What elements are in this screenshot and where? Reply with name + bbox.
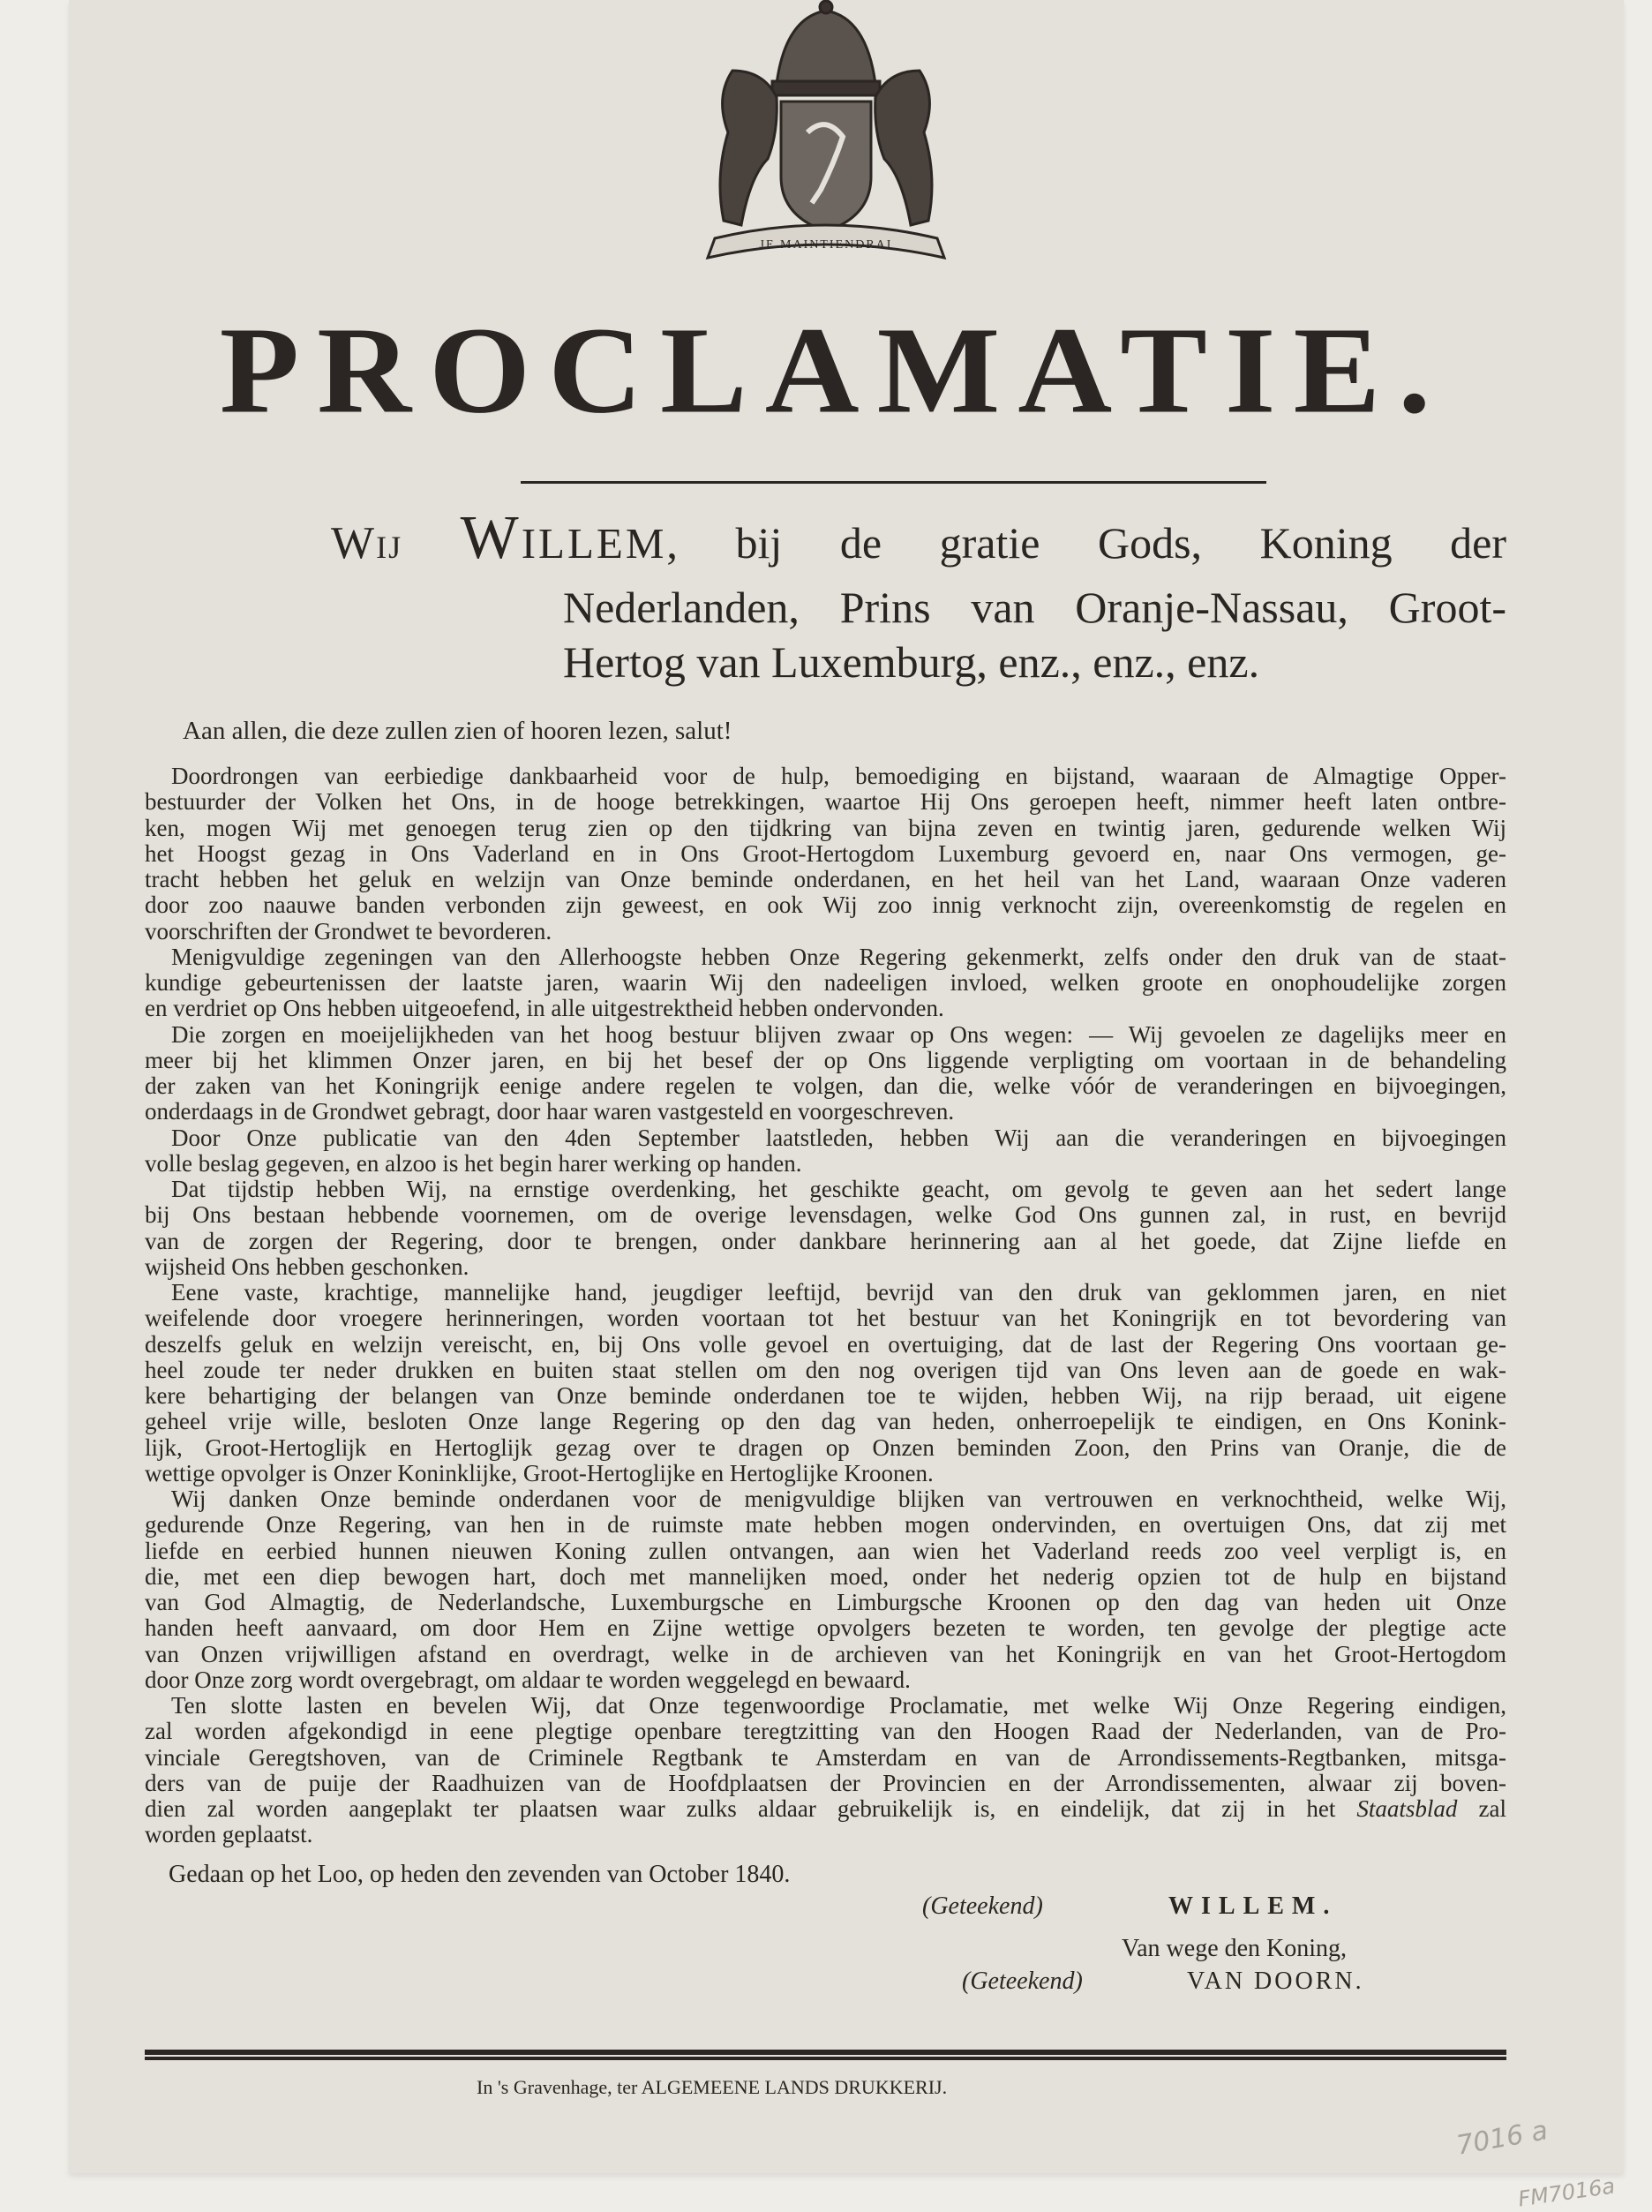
proclamation-body bbox=[145, 764, 1506, 1848]
body-line: Doordrongen van eerbiedige dankbaarheid voor de hulp, bemoediging en bijstand, waaraan de Almagtige Opper- bbox=[171, 763, 1506, 789]
body-line: worden geplaatst. bbox=[145, 1821, 313, 1848]
body-line: deszelfs geluk en welzijn vereischt, en, bij Ons volle gevoel en overtuiging, dat de last der Regering Ons voortaan ge- bbox=[145, 1330, 1506, 1358]
body-line: het Hoogst gezag in Ons Vaderland en in Ons Groot-Hertogdom Luxemburg gevoerd en, naar Ons vermogen, ge- bbox=[145, 839, 1506, 867]
handwritten-note-1: 7016 a bbox=[1453, 2115, 1551, 2162]
body-line: van God Almagtig, de Nederlandsche, Luxemburgsche en Limburgsche Kroonen op den dag van heden uit Onze bbox=[145, 1589, 1506, 1615]
body-line: kere behartiging der belangen van Onze beminde onderdanen toe te wijden, hebben Wij, na rijp beraad, uit eigene bbox=[145, 1382, 1506, 1409]
body-line: wettige opvolger is Onzer Koninklijke, Groot-Hertoglijke en Hertoglijke Kroonen. bbox=[145, 1459, 934, 1486]
heading-line-2: Nederlanden, Prins van Oranje-Nassau, Groot- bbox=[563, 583, 1506, 632]
heading-willem: Willem bbox=[460, 504, 667, 572]
body-line: tracht hebben het geluk en welzijn van Onze beminde onderdanen, en het heil van het Land, waaraan Onze vaderen bbox=[145, 866, 1506, 892]
body-line: Wij danken Onze beminde onderdanen voor de menigvuldige blijken van vertrouwen en verknochtheid, welke Wij, bbox=[171, 1486, 1506, 1512]
body-line: Eene vaste, krachtige, mannelijke hand, jeugdiger leeftijd, bevrijd van den druk van geklommen jaren, en niet bbox=[171, 1279, 1506, 1305]
body-line: bestuurder der Volken het Ons, in de hooge betrekkingen, waartoe Hij Ons geroepen heeft, nimmer heeft laten ontbre- bbox=[145, 788, 1506, 816]
body-line: door Onze zorg wordt overgebragt, om aldaar te worden weggelegd en bewaard. bbox=[145, 1666, 911, 1693]
page-title: PROCLAMATIE. bbox=[219, 302, 1449, 440]
body-line: vinciale Geregtshoven, van de Criminele Regtbank te Amsterdam en van de Arrondissements-Regtbanken, mitsga- bbox=[145, 1743, 1506, 1771]
body-line: ders van de puije der Raadhuizen van de Hoofdplaatsen der Provincien en der Arrondissementen, alwaar zij boven- bbox=[145, 1769, 1506, 1796]
italic-term: Staatsblad bbox=[1356, 1795, 1458, 1822]
crown-icon bbox=[777, 11, 875, 84]
body-line: Ten slotte lasten en bevelen Wij, dat Onze tegenwoordige Proclamatie, met welke Wij Onze Regering eindigen, bbox=[171, 1692, 1506, 1719]
body-line: door zoo naauwe banden verbonden zijn geweest, en ook Wij zoo innig verknocht zijn, overeenkomstig de regelen en bbox=[145, 892, 1506, 919]
body-line: heel zoude ter neder drukken en buiten staat stellen om den nog overigen tijd van Ons leven aan de goede en wak- bbox=[145, 1356, 1506, 1383]
body-line: die, met een diep bewogen hart, doch met mannelijken moed, onder het nederig opzien tot de hulp en bijstand bbox=[145, 1562, 1506, 1590]
lion-left-icon bbox=[720, 71, 777, 225]
line-segment: dien zal worden aangeplakt ter plaatsen waar zulks aldaar gebruikelijk is, en eindelijk, dat zij in het bbox=[145, 1795, 1357, 1822]
body-line: bij Ons bestaan hebbende voornemen, om de overige levensdagen, welke God Ons gunnen zal, in rust, en bevrijd bbox=[145, 1201, 1506, 1229]
body-line: Dat tijdstip hebben Wij, na ernstige overdenking, het geschikte geacht, om gevolg te geven aan het sedert lange bbox=[171, 1176, 1506, 1202]
royal-coat-of-arms bbox=[680, 0, 972, 265]
line-segment: zal bbox=[1457, 1795, 1506, 1822]
countersign-note: Van wege den Koning, bbox=[1122, 1935, 1348, 1962]
body-line: en verdriet op Ons hebben uitgeoefend, in alle uitgestrektheid hebben ondervonden. bbox=[145, 995, 944, 1022]
shield-icon bbox=[781, 102, 871, 231]
body-line: Door Onze publicatie van den 4den September laatstleden, hebben Wij aan die veranderingen en bijvoegingen bbox=[171, 1124, 1506, 1151]
salutation: Aan allen, die deze zullen zien of hooren lezen, salut! bbox=[183, 717, 732, 745]
body-line: volle beslag gegeven, en alzoo is het begin harer werking op handen. bbox=[145, 1149, 802, 1177]
heading-line-1 bbox=[331, 504, 1507, 572]
heading-line-1-rest: , bij de gratie Gods, Koning der bbox=[666, 518, 1507, 568]
body-line: wijsheid Ons hebben geschonken. bbox=[145, 1253, 469, 1280]
body-line: Menigvuldige zegeningen van den Allerhoogste hebben Onze Regering gekenmerkt, zelfs onder den druk van de staat- bbox=[171, 943, 1506, 970]
dated-line: Gedaan op het Loo, op heden den zevenden van October 1840. bbox=[169, 1861, 791, 1888]
body-line: meer bij het klimmen Onzer jaren, en bij het besef der op Ons liggende verpligting om voortaan in de behandeling bbox=[145, 1046, 1506, 1073]
body-line: Die zorgen en moeijelijkheden van het hoog bestuur blijven zwaar op Ons wegen: — Wij gevoelen ze dagelijks meer en bbox=[171, 1020, 1506, 1048]
body-line: zal worden afgekondigd in eene plegtige openbare teregtzitting van den Hoogen Raad der Nederlanden, van de Pro- bbox=[145, 1718, 1506, 1745]
body-line: van Onzen vrijwilligen afstand en overdragt, welke in de archieven van het Koningrijk en van het Groot-Hertogdom bbox=[145, 1640, 1506, 1667]
body-line: gedurende Onze Regering, van hen in de ruimste mate hebben mogen ondervinden, en overtuigen Ons, dat zij met bbox=[145, 1511, 1506, 1539]
body-line: lijk, Groot-Hertoglijk en Hertoglijk gezag over te dragen op Onzen beminden Zoon, den Prins van Oranje, die de bbox=[145, 1433, 1506, 1461]
signed-label-2: (Geteekend) bbox=[962, 1967, 1083, 1995]
lion-right-icon bbox=[875, 71, 932, 225]
body-line: kundige gebeurtenissen der laatste jaren, waarin Wij den nadeeligen invloed, welken groote en onophoudelijke zorgen bbox=[145, 969, 1506, 996]
title-divider bbox=[521, 481, 1266, 484]
body-line: van de zorgen der Regering, door te brengen, onder dankbare herinnering aan al het goede, dat Zijne liefde en bbox=[145, 1227, 1506, 1254]
body-line: der zaken van het Koningrijk eenige andere regelen te volgen, dan die, welke vóór de veranderingen en bijvoegingen, bbox=[145, 1072, 1506, 1099]
signed-label-1: (Geteekend) bbox=[922, 1892, 1043, 1920]
body-line: voorschriften der Grondwet te bevorderen. bbox=[145, 917, 552, 944]
handwritten-note-2: FM7016a bbox=[1516, 2173, 1617, 2212]
body-line: handen heeft aanvaard, om door Hem en Zijne wettige opvolgers bezeten te worden, ten gevolge der plegtige acte bbox=[145, 1614, 1506, 1642]
body-line: onderdaags in de Grondwet gebragt, door haar waren vastgesteld en voorgeschreven. bbox=[145, 1098, 955, 1125]
body-line bbox=[145, 1796, 1506, 1822]
signature-willem: WILLEM. bbox=[1168, 1892, 1338, 1920]
signature-van-doorn: VAN DOORN. bbox=[1187, 1967, 1364, 1995]
body-line: geheel vrije wille, besloten Onze lange Regering op den dag van heden, onherroepelijk te eindigen, en Ons Konink- bbox=[145, 1408, 1506, 1435]
printer-imprint: In 's Gravenhage, ter ALGEMEENE LANDS DRUKKERIJ. bbox=[477, 2076, 948, 2098]
body-line: weifelende door vroegere herinneringen, worden voortaan tot het bestuur van het Koningrijk en tot bevordering van bbox=[145, 1305, 1506, 1332]
body-line: ken, mogen Wij met genoegen terug zien op den tijdkring van bijna zeven en twintig jaren, gedurende welken Wij bbox=[145, 814, 1506, 841]
heading-line-3: Hertog van Luxemburg, enz., enz., enz. bbox=[563, 637, 1260, 687]
motto-text: JE MAINTIENDRAI bbox=[759, 238, 893, 252]
heading-wij: Wij bbox=[331, 518, 403, 568]
body-line: liefde en eerbied hunnen nieuwen Koning zullen ontvangen, aan wien het Vaderland reeds zoo veel verpligt is, en bbox=[145, 1537, 1506, 1564]
footer-rule bbox=[145, 2050, 1506, 2057]
